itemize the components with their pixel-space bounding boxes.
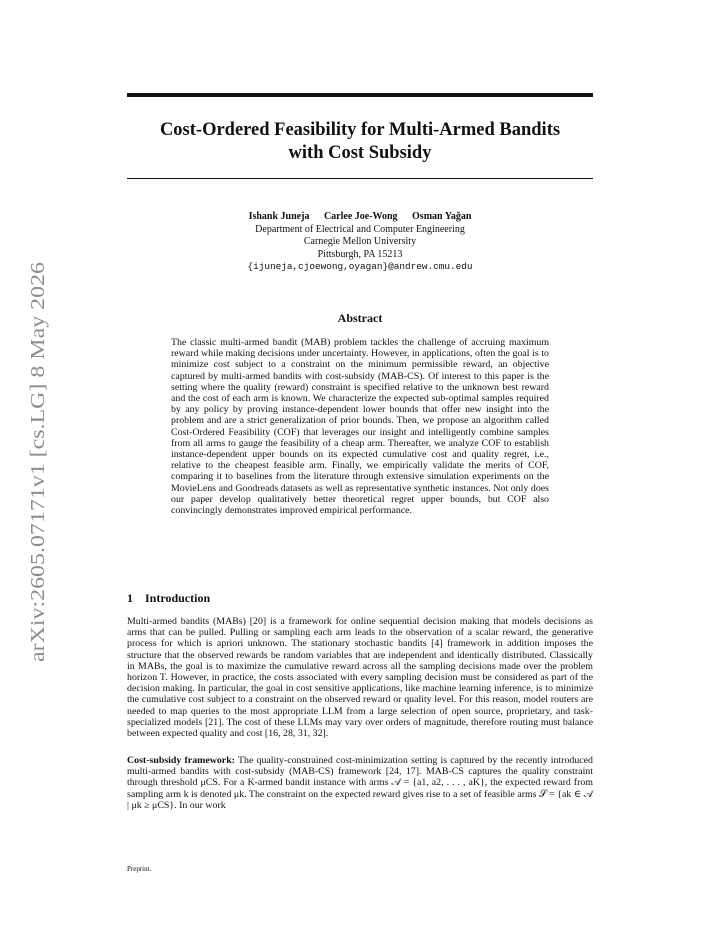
author-location: Pittsburgh, PA 15213	[317, 248, 403, 260]
author-2: Carlee Joe-Wong	[323, 211, 398, 222]
section-heading	[127, 591, 210, 606]
author-department: Department of Electrical and Computer Engineering	[255, 223, 465, 235]
title-top-rule	[127, 93, 593, 97]
cost-subsidy-text: The quality-constrained cost-minimization setting is captured by the recently introduced multi-armed bandits with cost-subsidy (MAB-CS) framework [24, 17]. MAB-CS captures the quality constraint through threshold μCS. For a K-armed bandit instance with arms 𝒜 = {a1, a2, . . . , aK}, the expected reward from sampling arm k is denoted μk. The constraint on the expected reward gives rise to a set of feasible arms 𝒮 = {ak ∈ 𝒜 | μk ≥ μCS}. In our work	[127, 755, 593, 811]
author-email: {ijuneja,cjoewong,oyagan}@andrew.cmu.edu	[247, 261, 473, 272]
title-bottom-rule	[127, 178, 593, 179]
author-university: Carnegie Mellon University	[303, 236, 417, 247]
cost-subsidy-heading: Cost-subsidy framework:	[127, 755, 235, 766]
author-names	[127, 211, 593, 224]
author-3: Osman Yağan	[412, 211, 472, 222]
intro-paragraph: Multi-armed bandits (MABs) [20] is a framework for online sequential decision making that models decisions as arms that can be pulled. Pulling or sampling each arm leads to the observation of a scalar reward, the generative process for which is apriori unknown. The stationary stochastic bandits [4] framework in addition imposes the structure that the observed rewards be random variables that are independent and identically distributed. Classically in MABs, the goal is to maximize the cumulative reward across all the sampling decisions made over the problem horizon T. However, in practice, the costs associated with every sampling decision must be considered as part of the decision making. In particular, the goal in cost sensitive applications, like machine learning inference, is to minimize the cumulative cost subject to a constraint on the observed reward or quality level. For this reason, model routers are needed to map queries to the most appropriate LLM from a large selection of open source, proprietary, and task-specialized models [21]. The cost of these LLMs may vary over orders of magnitude, therefore routing must balance between expected quality and cost [16, 28, 31, 32].	[127, 616, 593, 740]
cost-subsidy-paragraph	[127, 755, 593, 811]
abstract-heading: Abstract	[337, 311, 383, 325]
section-title: Introduction	[145, 591, 211, 605]
arxiv-identifier-text: arXiv:2605.07171v1 [cs.LG] 8 May 2026	[27, 319, 49, 662]
title-line-1: Cost-Ordered Feasibility for Multi-Armed Bandits	[159, 120, 561, 140]
paper-title	[127, 119, 593, 165]
title-line-2: with Cost Subsidy	[288, 143, 432, 163]
author-1: Ishank Juneja	[248, 211, 310, 222]
arxiv-identifier-stamp	[16, 262, 56, 662]
section-number: 1	[127, 591, 133, 605]
abstract-text: The classic multi-armed bandit (MAB) problem tackles the challenge of accruing maximum reward while making decisions under uncertainty. However, in applications, often the goal is to minimize cost subject to a constraint on the minimum permissible reward, an objective captured by multi-armed bandits with cost-subsidy (MAB-CS). Of interest to this paper is the setting where the quality (reward) constraint is specified relative to the unknown best reward and the cost of each arm is known. We characterize the expected sub-optimal samples required by any policy by proving instance-dependent lower bounds that offer new insight into the problem and are a strict generalization of prior bounds. Then, we propose an algorithm called Cost-Ordered Feasibility (COF) that leverages our insight and intelligently combine samples from all arms to gauge the feasibility of a cheap arm. Thereafter, we analyze COF to establish instance-dependent upper bounds on its expected cumulative cost and quality regret, i.e., relative to the cheapest feasible arm. Finally, we empirically validate the merits of COF, comparing it to baselines from the literature through extensive simulation experiments on the MovieLens and Goodreads datasets as well as representative synthetic instances. Not only does our paper develop qualitatively better theoretical regret upper bounds, but COF also convincingly demonstrates improved empirical performance.	[171, 337, 549, 517]
author-block	[127, 211, 593, 274]
preprint-footer: Preprint.	[127, 865, 152, 873]
